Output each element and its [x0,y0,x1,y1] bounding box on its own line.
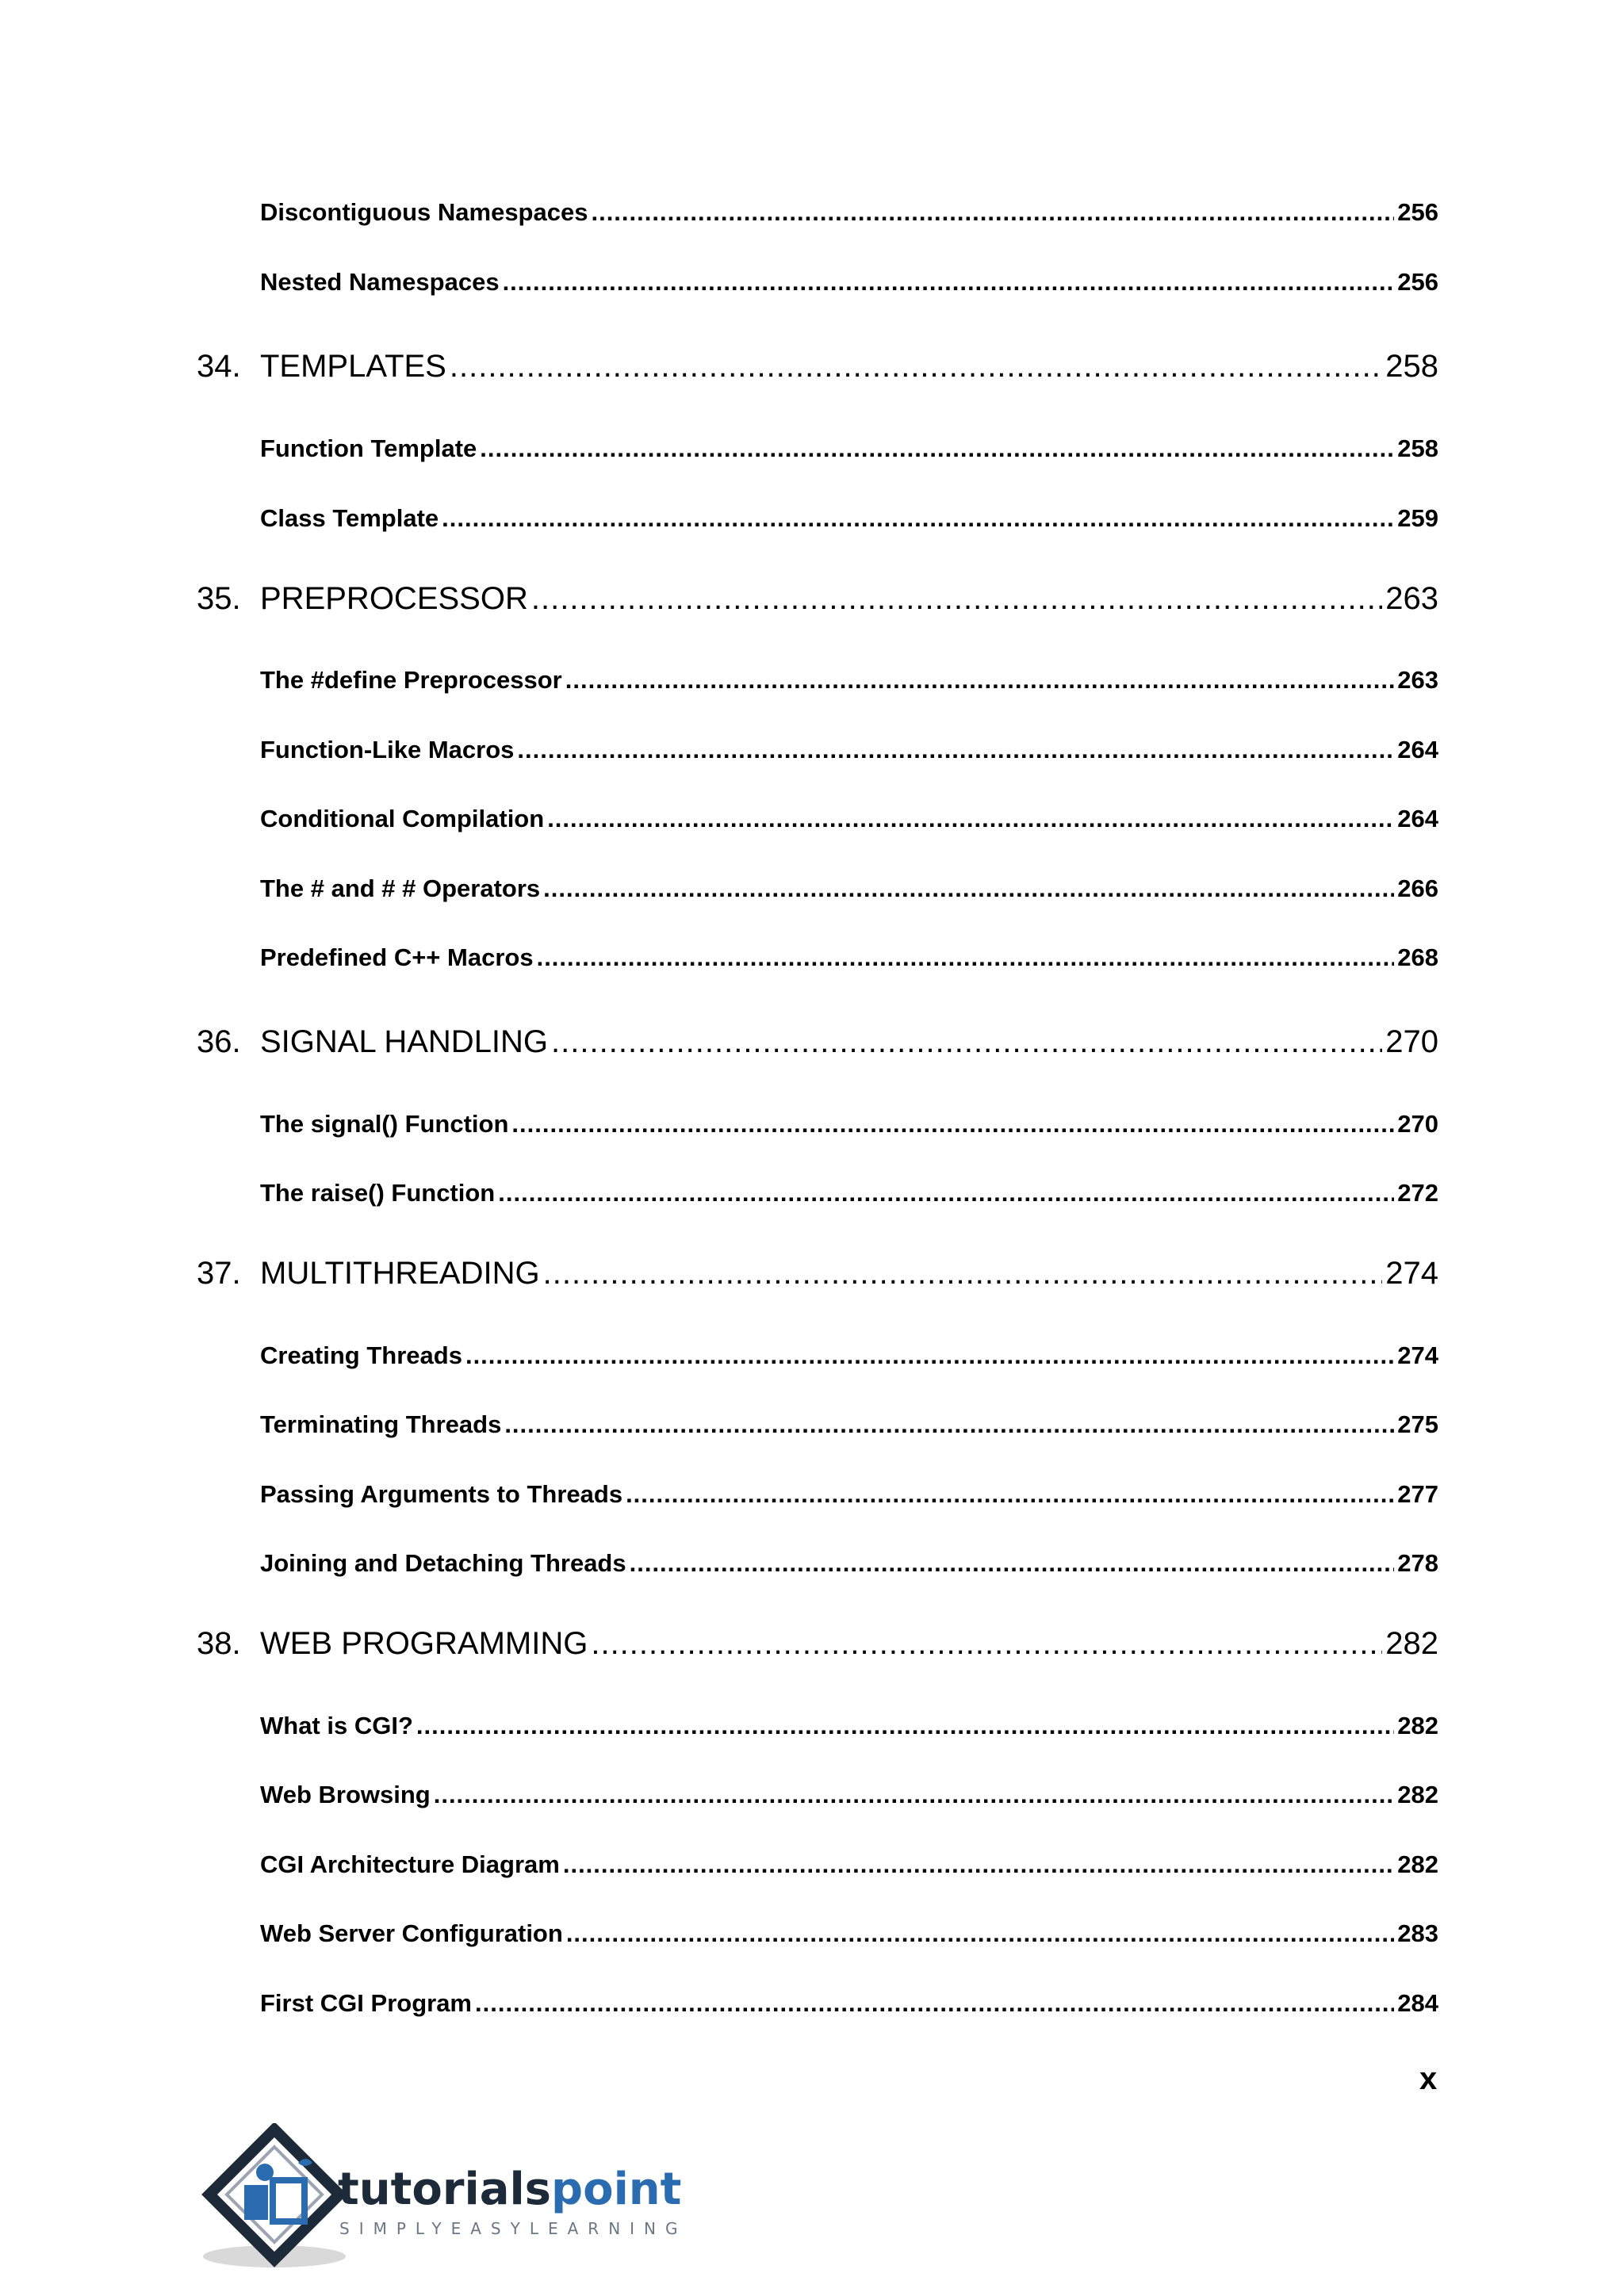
dot-leader [517,736,1394,764]
dot-leader [442,504,1394,533]
chapter-number: 38. [197,1626,241,1661]
toc-section-entry[interactable] [260,198,1438,227]
toc-chapter-entry[interactable] [197,1626,1438,1662]
entry-title: Predefined C++ Macros [260,943,534,971]
dot-leader [630,1549,1395,1578]
entry-page-number: 275 [1397,1410,1438,1438]
entry-page-number: 258 [1397,434,1438,462]
toc-section-entry[interactable] [260,1919,1438,1948]
dot-leader [416,1712,1394,1740]
toc-section-entry[interactable] [260,1549,1438,1578]
logo-diamond-icon [209,2130,339,2260]
entry-title: Passing Arguments to Threads [260,1480,623,1508]
toc-section-entry[interactable] [260,805,1438,833]
entry-title: Terminating Threads [260,1410,502,1438]
toc-section-entry[interactable] [260,1410,1438,1439]
entry-title: The # and # # Operators [260,874,541,902]
toc-section-entry[interactable] [260,1781,1438,1809]
dot-leader [551,1024,1382,1060]
entry-title: PREPROCESSOR [260,581,528,616]
entry-title: The signal() Function [260,1110,509,1138]
entry-page-number: 266 [1397,874,1438,902]
page-number: x [1419,2061,1438,2096]
entry-page-number: 270 [1385,1024,1438,1059]
entry-page-number: 270 [1397,1110,1438,1138]
entry-title: Discontiguous Namespaces [260,198,588,226]
entry-title: The raise() Function [260,1179,496,1207]
tutorialspoint-logo [195,2123,703,2274]
entry-title: First CGI Program [260,1989,472,2017]
dot-leader [480,434,1394,463]
entry-page-number: 259 [1397,504,1438,532]
toc-chapter-entry[interactable] [197,1024,1438,1060]
toc-chapter-entry[interactable] [197,581,1438,617]
chapter-number: 35. [197,581,241,616]
entry-title: What is CGI? [260,1712,413,1739]
entry-page-number: 268 [1397,943,1438,971]
toc-section-entry[interactable] [260,1110,1438,1138]
chapter-number: 37. [197,1256,241,1291]
entry-title: WEB PROGRAMMING [260,1626,588,1661]
entry-page-number: 274 [1397,1341,1438,1369]
toc-section-entry[interactable] [260,1850,1438,1879]
entry-title: Creating Threads [260,1341,462,1369]
entry-page-number: 256 [1397,268,1438,296]
dot-leader [591,198,1394,227]
entry-page-number: 282 [1397,1712,1438,1739]
entry-page-number: 272 [1397,1179,1438,1207]
dot-leader [626,1480,1394,1509]
toc-section-entry[interactable] [260,666,1438,695]
entry-page-number: 263 [1397,666,1438,694]
entry-page-number: 256 [1397,198,1438,226]
logo-tagline: SIMPLYEASYLEARNING [339,2219,688,2238]
chapter-number: 34. [197,349,241,384]
entry-title: Web Server Configuration [260,1919,563,1947]
entry-page-number: 263 [1385,581,1438,616]
entry-title: CGI Architecture Diagram [260,1850,560,1878]
entry-title: Web Browsing [260,1781,431,1808]
toc-chapter-entry[interactable] [197,1256,1438,1292]
logo-text-main: tutorialspoint [338,2164,682,2215]
entry-page-number: 283 [1397,1919,1438,1947]
dot-leader [566,1919,1394,1948]
entry-page-number: 264 [1397,805,1438,832]
dot-leader [503,268,1395,297]
dot-leader [565,666,1395,695]
entry-page-number: 274 [1385,1256,1438,1291]
dot-leader [531,581,1382,617]
dot-leader [543,1256,1383,1292]
dot-leader [450,349,1382,385]
toc-section-entry[interactable] [260,1712,1438,1740]
entry-title: Conditional Compilation [260,805,545,832]
toc-section-entry[interactable] [260,1480,1438,1509]
entry-page-number: 284 [1397,1989,1438,2017]
toc-section-entry[interactable] [260,268,1438,297]
entry-title: Joining and Detaching Threads [260,1549,626,1577]
entry-title: Function-Like Macros [260,736,515,763]
dot-leader [543,874,1394,903]
entry-title: Nested Namespaces [260,268,500,296]
entry-page-number: 277 [1397,1480,1438,1508]
dot-leader [547,805,1394,833]
entry-title: MULTITHREADING [260,1256,540,1291]
entry-title: The #define Preprocessor [260,666,562,694]
dot-leader [511,1110,1394,1138]
dot-leader [504,1410,1394,1439]
entry-page-number: 264 [1397,736,1438,763]
toc-section-entry[interactable] [260,504,1438,533]
toc-section-entry[interactable] [260,1179,1438,1207]
entry-title: Function Template [260,434,477,462]
entry-page-number: 278 [1397,1549,1438,1577]
dot-leader [563,1850,1394,1879]
chapter-number: 36. [197,1024,241,1059]
dot-leader [537,943,1395,972]
dot-leader [591,1626,1382,1662]
entry-page-number: 258 [1385,349,1438,384]
dot-leader [465,1341,1394,1370]
dot-leader [498,1179,1394,1207]
toc-section-entry[interactable] [260,874,1438,903]
entry-title: Class Template [260,504,439,532]
dot-leader [434,1781,1395,1809]
dot-leader [475,1989,1394,2018]
toc-section-entry[interactable] [260,1341,1438,1370]
entry-page-number: 282 [1397,1850,1438,1878]
entry-title: TEMPLATES [260,349,446,384]
entry-title: SIGNAL HANDLING [260,1024,549,1059]
toc-chapter-entry[interactable] [197,349,1438,385]
toc-section-entry[interactable] [260,736,1438,764]
toc-section-entry[interactable] [260,434,1438,463]
entry-page-number: 282 [1385,1626,1438,1661]
toc-section-entry[interactable] [260,943,1438,972]
toc-section-entry[interactable] [260,1989,1438,2018]
entry-page-number: 282 [1397,1781,1438,1808]
